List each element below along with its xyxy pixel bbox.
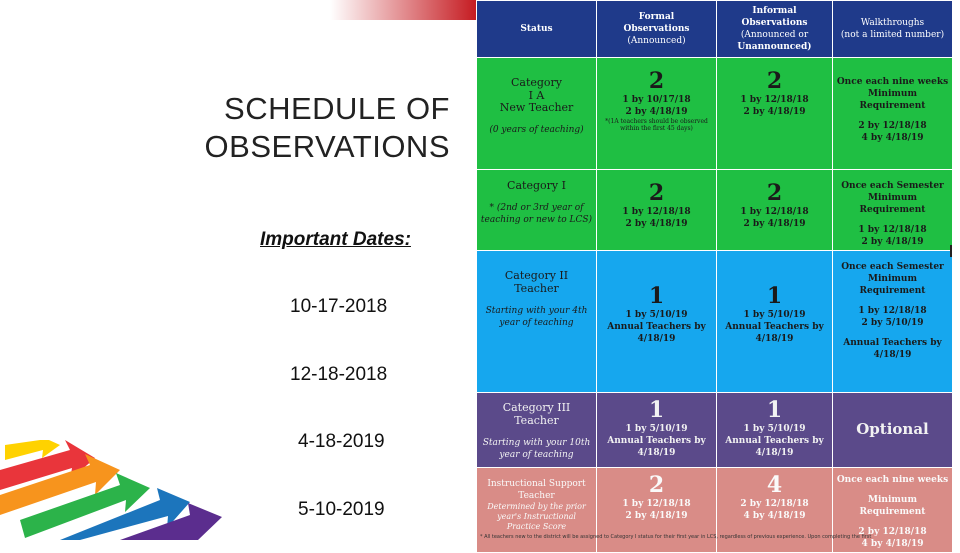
decorative-gradient-bar <box>330 0 480 100</box>
title-line-1: SCHEDULE OF <box>224 91 450 126</box>
divider <box>950 245 952 257</box>
walkthrough-cell: Once each Semester Minimum Requirement 1 by 12/18/18 2 by 4/18/19 <box>833 170 953 251</box>
walkthrough-cell: Once each nine weeks Minimum Requirement 2 by 12/18/18 4 by 4/18/19 <box>833 58 953 170</box>
date-item: 4-18-2019 <box>298 431 385 452</box>
formal-cell: 2 1 by 12/18/18 2 by 4/18/19 <box>597 468 717 553</box>
table-header-row <box>477 1 953 58</box>
header-walkthroughs: Walkthroughs (not a limited number) <box>833 1 953 58</box>
status-cell: Category II Teacher Starting with your 4th year of teaching <box>477 251 597 393</box>
table-row <box>477 170 953 251</box>
status-cell: Instructional Support Teacher Determined by the prior year's Instructional Practice Score <box>477 468 597 553</box>
status-cell: Category I * (2nd or 3rd year of teaching or new to LCS) <box>477 170 597 251</box>
date-item: 5-10-2019 <box>298 499 385 520</box>
formal-cell: 2 1 by 12/18/18 2 by 4/18/19 <box>597 170 717 251</box>
observation-schedule-table <box>476 0 953 553</box>
walkthrough-cell: Once each Semester Minimum Requirement 1 by 12/18/18 2 by 5/10/19 Annual Teachers by 4/18/19 <box>833 251 953 393</box>
informal-cell: 2 1 by 12/18/18 2 by 4/18/19 <box>717 58 833 170</box>
informal-cell: 4 2 by 12/18/18 4 by 4/18/19 <box>717 468 833 553</box>
date-item: 12-18-2018 <box>290 364 388 385</box>
status-cell: Category I A New Teacher (0 years of teaching) <box>477 58 597 170</box>
date-item: 10-17-2018 <box>290 296 388 317</box>
formal-cell: 1 1 by 5/10/19 Annual Teachers by 4/18/19 <box>597 251 717 393</box>
informal-cell: 1 1 by 5/10/19 Annual Teachers by 4/18/19 <box>717 393 833 468</box>
table-row <box>477 251 953 393</box>
header-status: Status <box>477 1 597 58</box>
slide-title <box>160 90 450 166</box>
table-row <box>477 393 953 468</box>
table-row <box>477 58 953 170</box>
walkthrough-cell: Once each nine weeks Minimum Requirement 2 by 12/18/18 4 by 4/18/19 <box>833 468 953 553</box>
informal-cell: 1 1 by 5/10/19 Annual Teachers by 4/18/19 <box>717 251 833 393</box>
colorful-arrows-graphic <box>0 440 230 540</box>
status-cell: Category III Teacher Starting with your 10th year of teaching <box>477 393 597 468</box>
informal-cell: 2 1 by 12/18/18 2 by 4/18/19 <box>717 170 833 251</box>
header-formal-observations: Formal Observations (Announced) <box>597 1 717 58</box>
formal-cell: 1 1 by 5/10/19 Annual Teachers by 4/18/19 <box>597 393 717 468</box>
formal-cell: 2 1 by 10/17/18 2 by 4/18/19 *(1A teachers should be observed within the first 45 days) <box>597 58 717 170</box>
important-dates-heading: Important Dates: <box>260 229 411 250</box>
walkthrough-cell: Optional <box>833 393 953 468</box>
title-line-2: OBSERVATIONS <box>204 129 450 164</box>
header-informal-observations: Informal Observations (Announced or Unannounced) <box>717 1 833 58</box>
table-footnote: * All teachers new to the district will be assigned to Category I status for their first year in LCS, regardless of previous experience. Upon completing the first <box>480 534 872 540</box>
